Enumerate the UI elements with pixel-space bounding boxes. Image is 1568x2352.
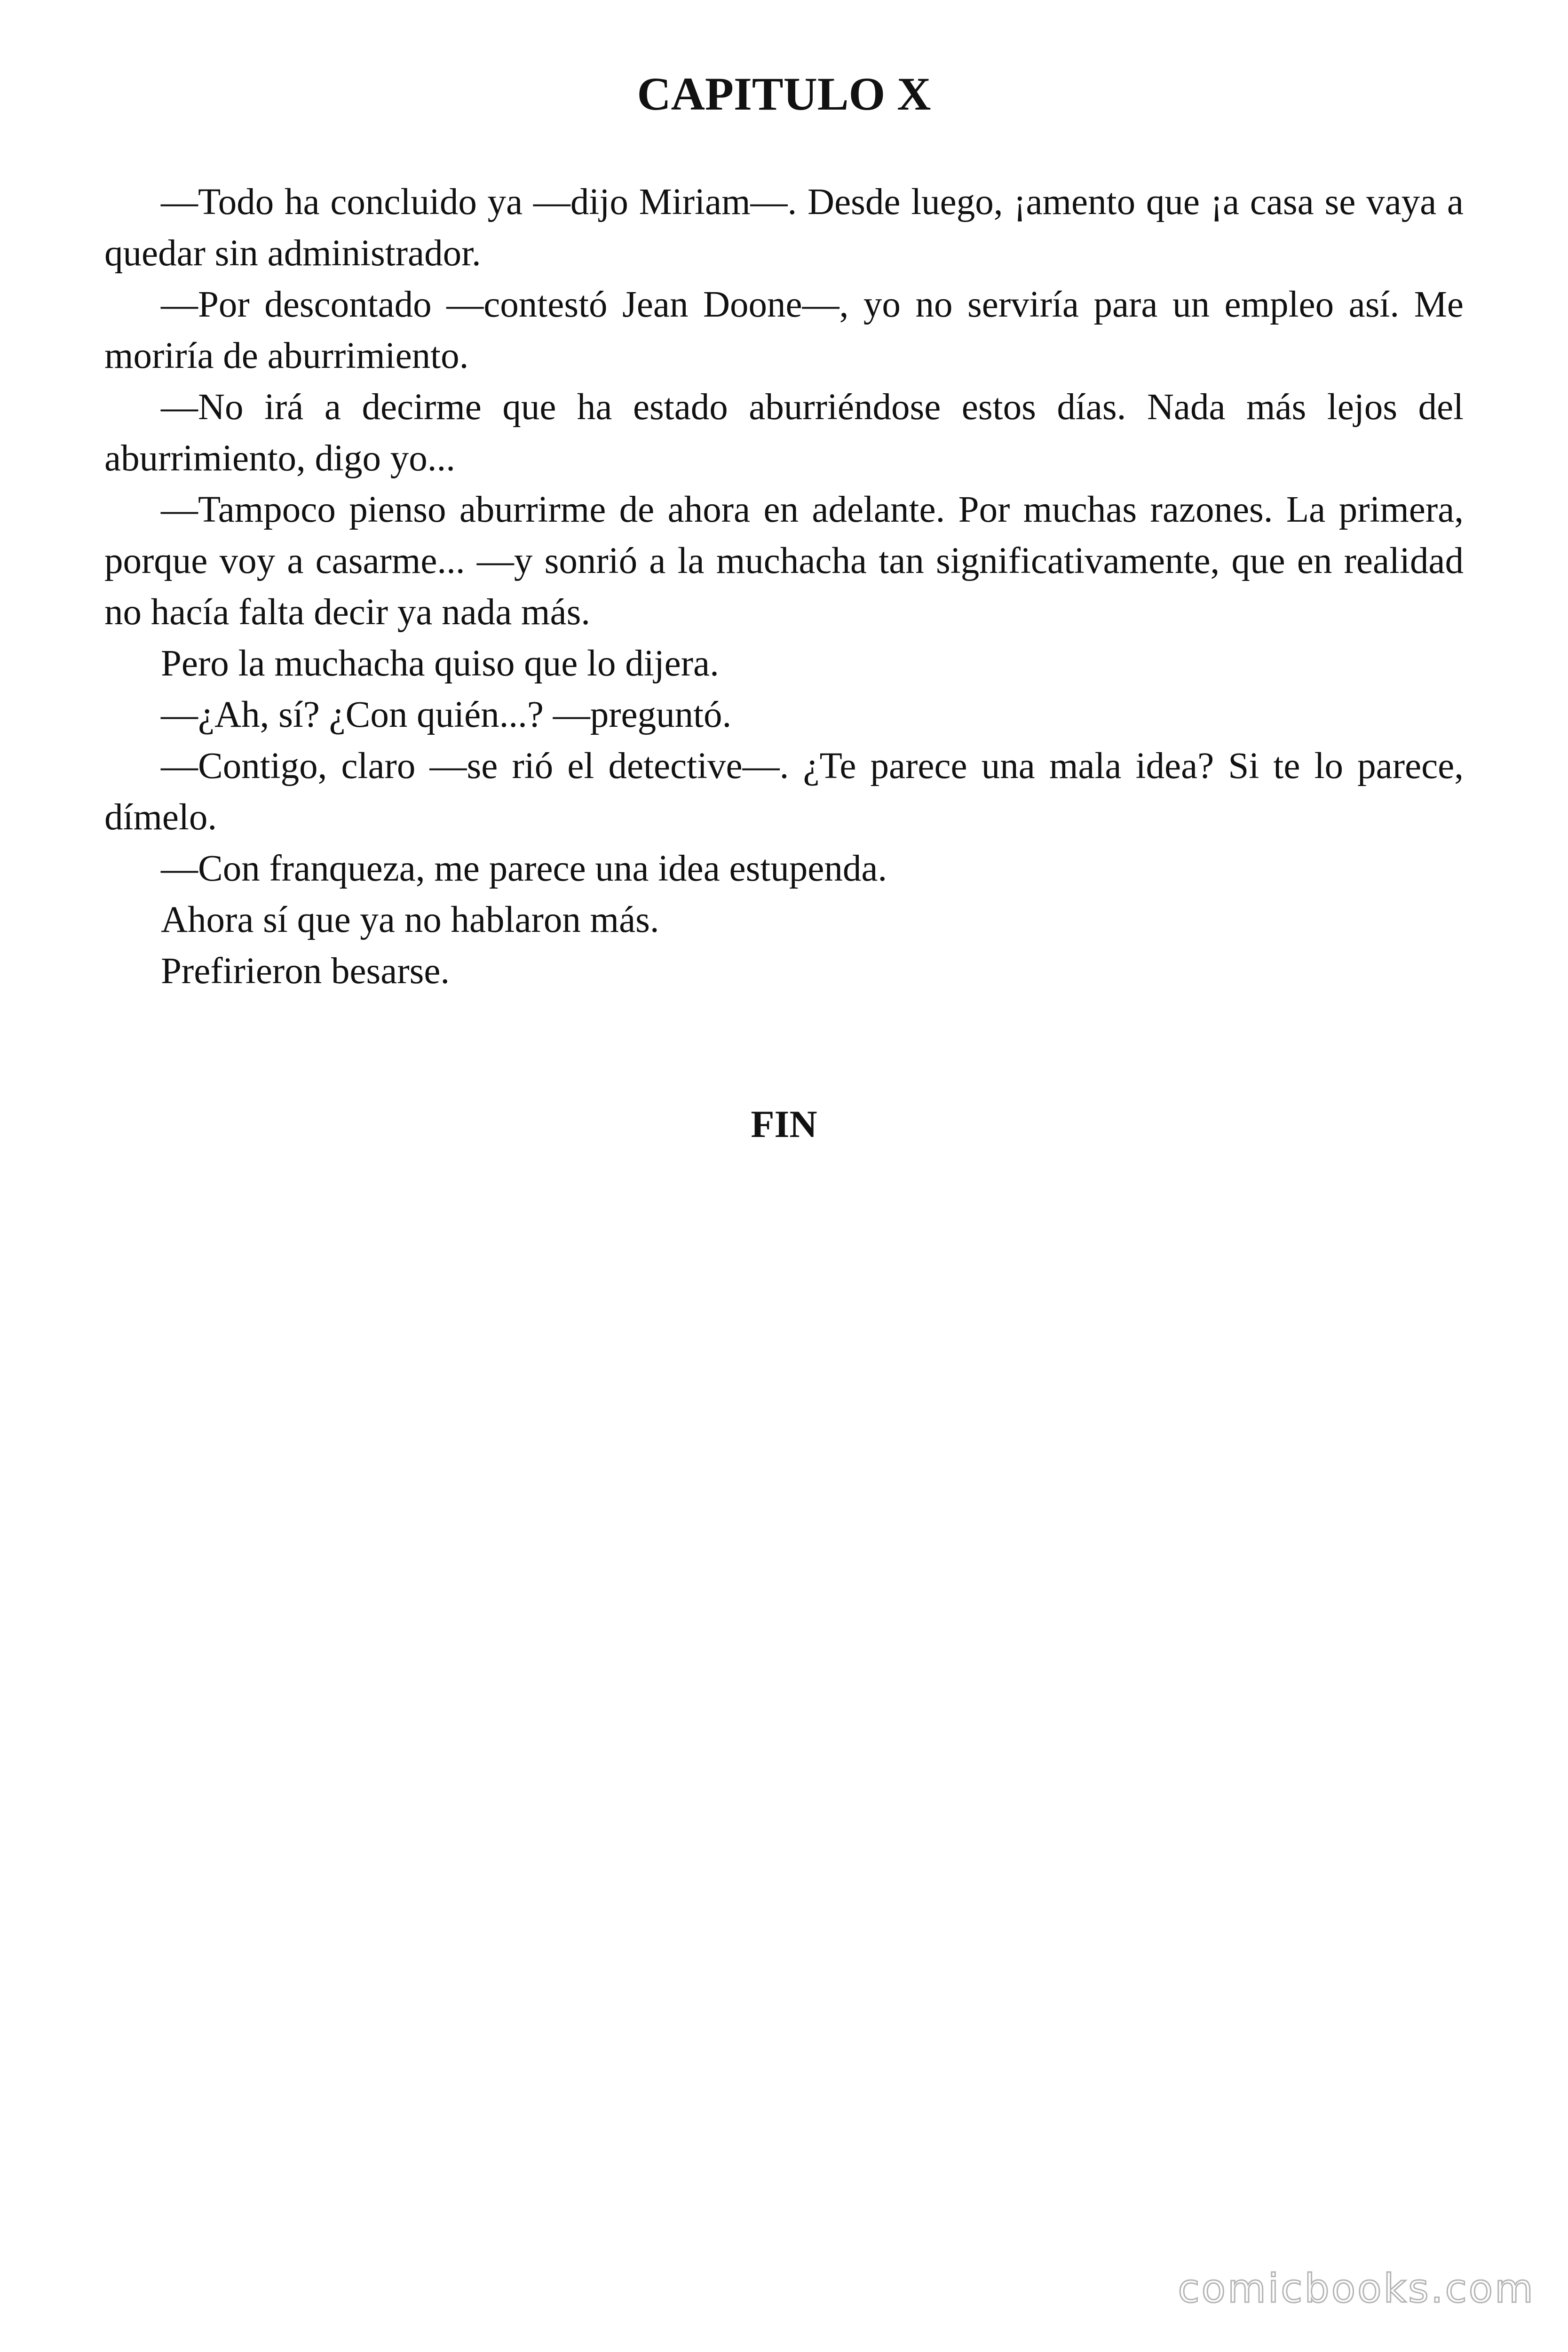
paragraph: —Contigo, claro —se rió el detective—. ¿Te parece una mala idea? Si te lo parece, dímelo. [104, 746, 1464, 838]
watermark-text: comicbooks.com [1178, 2265, 1535, 2312]
paragraph: Prefirieron besarse. [161, 951, 450, 992]
paragraph: —No irá a decirme que ha estado aburriéndose estos días. Nada más lejos del aburrimiento, digo yo... [104, 387, 1464, 479]
paragraph: —Todo ha concluido ya —dijo Miriam—. Desde luego, ¡amento que ¡a casa se vaya a quedar sin administrador. [104, 182, 1464, 274]
paragraph: Ahora sí que ya no hablaron más. [161, 899, 659, 940]
paragraph: —¿Ah, sí? ¿Con quién...? —preguntó. [161, 694, 732, 735]
paragraph: —Por descontado —contestó Jean Doone—, yo no serviría para un empleo así. Me moriría de aburrimiento. [104, 284, 1464, 376]
chapter-body [104, 176, 1464, 997]
end-mark: FIN [751, 1103, 817, 1145]
paragraph: —Con franqueza, me parece una idea estupenda. [161, 848, 887, 889]
chapter-title: CAPITULO X [637, 68, 931, 120]
paragraph: Pero la muchacha quiso que lo dijera. [161, 643, 719, 684]
paragraph: —Tampoco pienso aburrirme de ahora en adelante. Por muchas razones. La primera, porque voy a casarme... —y sonrió a la muchacha tan significativamente, que en realidad no hacía falta decir ya nada más. [104, 489, 1464, 633]
